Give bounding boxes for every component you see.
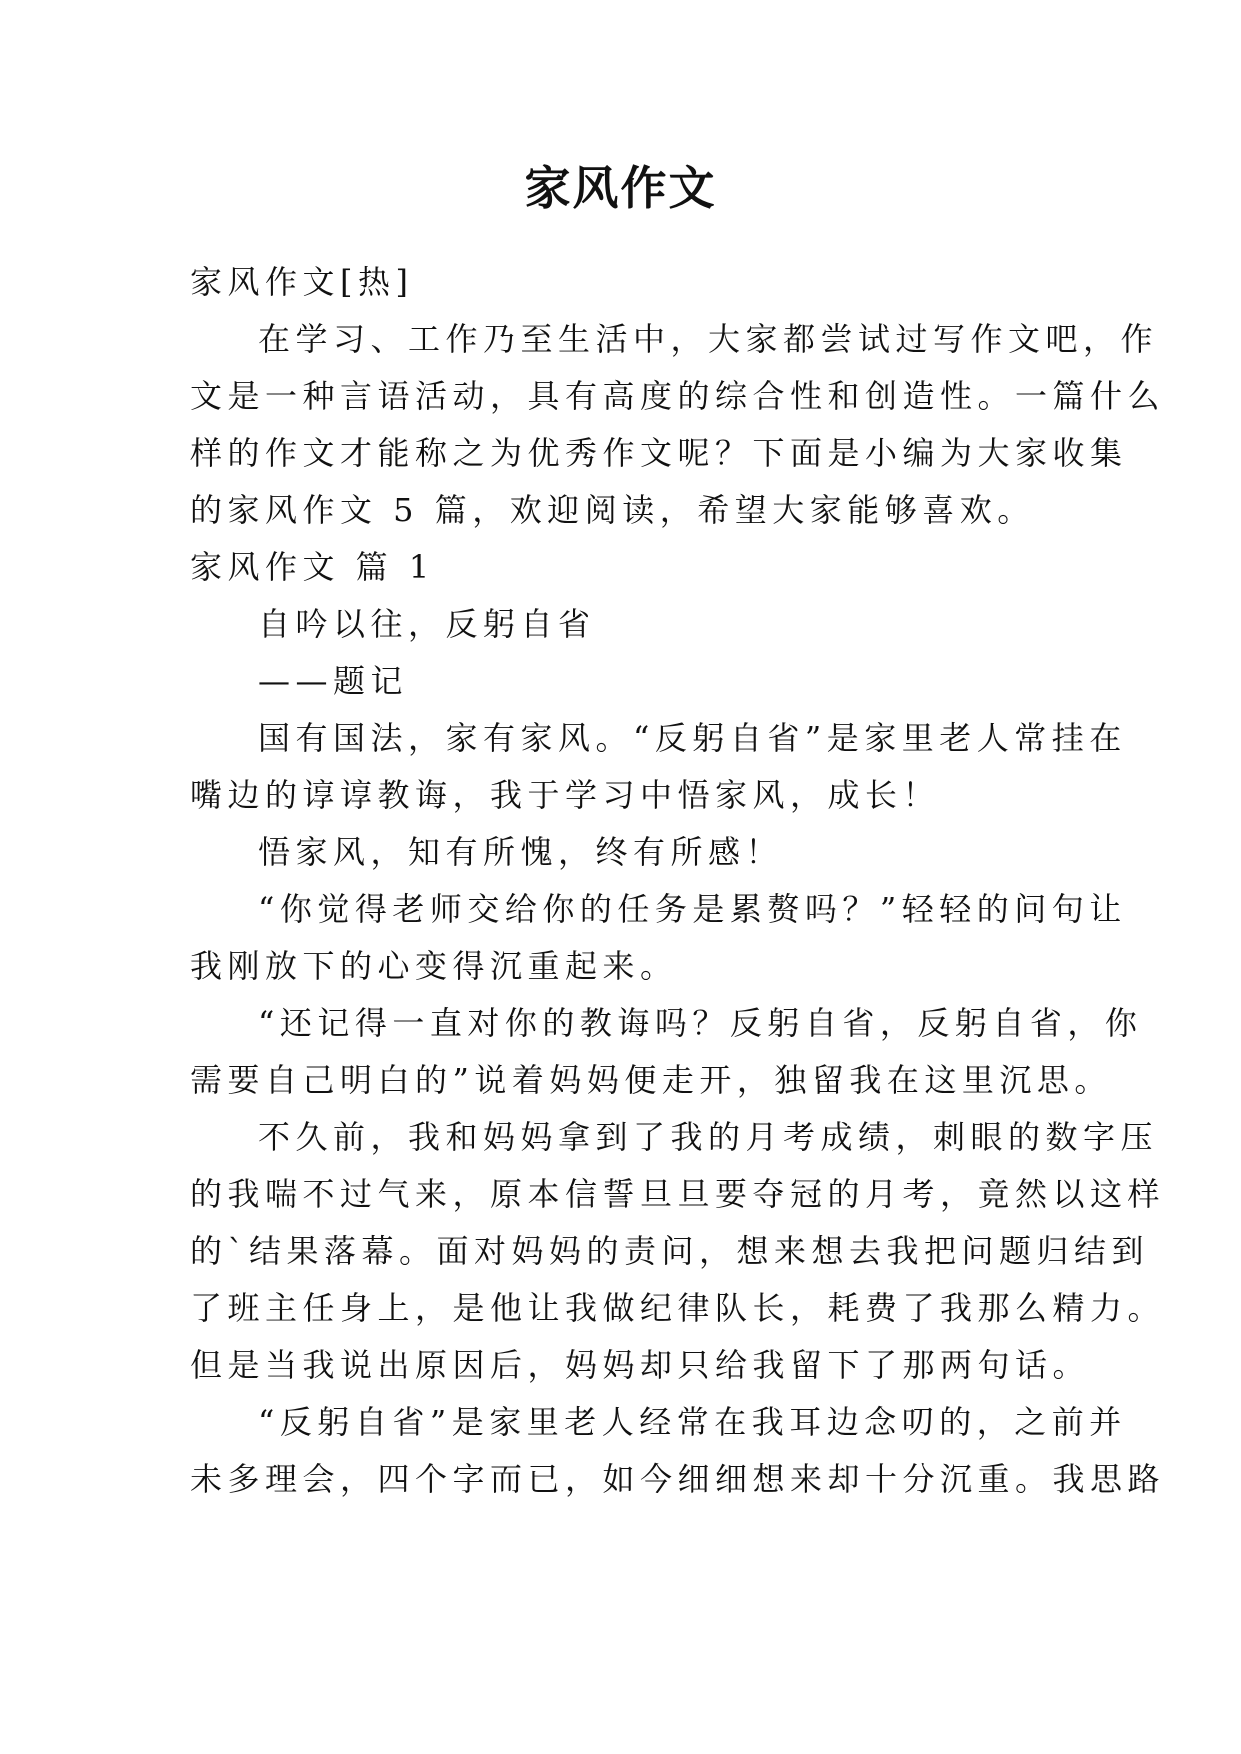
text-line: “你觉得老师交给你的任务是累赘吗？”轻轻的问句让 xyxy=(258,890,1127,928)
text-line: 家风作文[热] xyxy=(190,263,414,301)
text-line: 我刚放下的心变得沉重起来。 xyxy=(190,947,678,985)
text-line: “还记得一直对你的教诲吗？反躬自省，反躬自省，你 xyxy=(258,1004,1143,1042)
text-line: 自吟以往，反躬自省 xyxy=(258,605,596,643)
text-line: 的家风作文 5 篇，欢迎阅读，希望大家能够喜欢。 xyxy=(190,491,1035,529)
text-line: 未多理会，四个字而已，如今细细想来却十分沉重。我思路 xyxy=(190,1460,1166,1498)
text-line: 了班主任身上，是他让我做纪律队长，耗费了我那么精力。 xyxy=(190,1289,1166,1327)
text-line: 但是当我说出原因后，妈妈却只给我留下了那两句话。 xyxy=(190,1346,1091,1384)
text-line: 文是一种言语活动，具有高度的综合性和创造性。一篇什么 xyxy=(190,377,1166,415)
text-line: 样的作文才能称之为优秀作文呢？下面是小编为大家收集 xyxy=(190,434,1128,472)
section-heading: 家风作文 篇 1 xyxy=(190,548,435,586)
text-line: 国有国法，家有家风。“反躬自省”是家里老人常挂在 xyxy=(258,719,1127,757)
text-line: 的`结果落幕。面对妈妈的责问，想来想去我把问题归结到 xyxy=(190,1232,1150,1270)
text-line: 在学习、工作乃至生活中，大家都尝试过写作文吧，作 xyxy=(258,320,1159,358)
text-line: “反躬自省”是家里老人经常在我耳边念叨的，之前并 xyxy=(258,1403,1127,1441)
text-line: 的我喘不过气来，原本信誓旦旦要夺冠的月考，竟然以这样 xyxy=(190,1175,1166,1213)
text-line: 嘴边的谆谆教诲，我于学习中悟家风，成长！ xyxy=(190,776,941,814)
text-line: 悟家风，知有所愧，终有所感！ xyxy=(258,833,784,871)
text-line: 需要自己明白的”说着妈妈便走开，独留我在这里沉思。 xyxy=(190,1061,1112,1099)
text-line: ——题记 xyxy=(258,662,409,700)
document-title: 家风作文 xyxy=(524,161,717,215)
text-line: 不久前，我和妈妈拿到了我的月考成绩，刺眼的数字压 xyxy=(258,1118,1159,1156)
